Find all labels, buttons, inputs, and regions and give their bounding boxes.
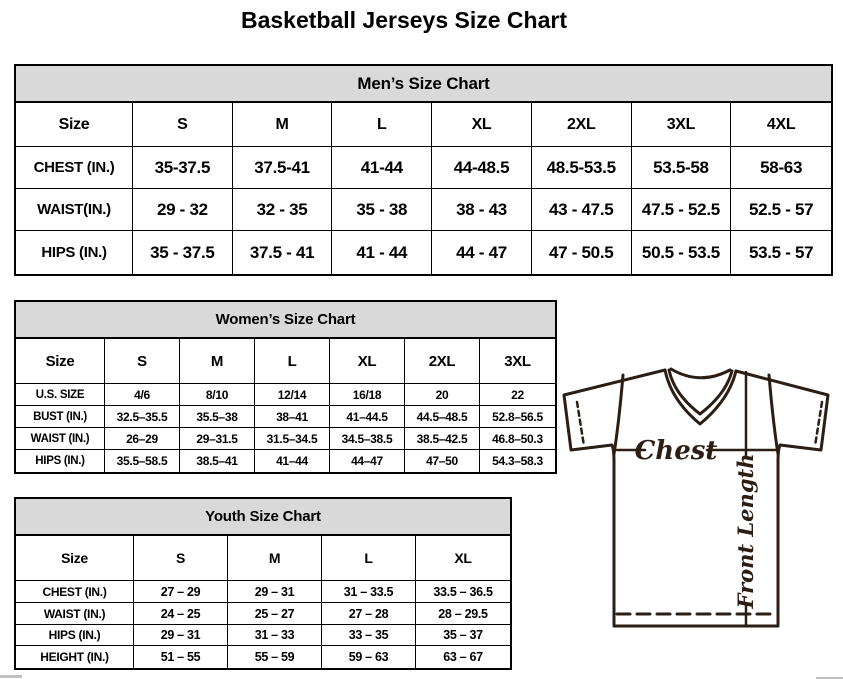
size-column-header: Size	[16, 536, 134, 581]
size-column-header: Size	[16, 103, 133, 147]
table-cell: 32.5–35.5	[105, 406, 180, 428]
table-cell: 58-63	[731, 147, 831, 189]
table-cell: 35 – 37	[416, 625, 510, 646]
table-cell: 47.5 - 52.5	[632, 189, 732, 231]
column-header-xl: XL	[330, 339, 405, 384]
row-label: HIPS (IN.)	[16, 450, 105, 472]
table-cell: 29 - 32	[133, 189, 233, 231]
table-cell: 4/6	[105, 384, 180, 406]
table-cell: 16/18	[330, 384, 405, 406]
womens-size-chart-table	[14, 300, 557, 474]
table-cell: 41–44.5	[330, 406, 405, 428]
table-cell: 37.5 - 41	[233, 231, 333, 274]
table-cell: 31 – 33	[228, 625, 322, 646]
table-cell: 47 - 50.5	[532, 231, 632, 274]
table-cell: 46.8–50.3	[480, 428, 555, 450]
table-cell: 8/10	[180, 384, 255, 406]
table-cell: 38 - 43	[432, 189, 532, 231]
jersey-right-sleeve-seam	[769, 375, 778, 454]
table-cell: 50.5 - 53.5	[632, 231, 732, 274]
table-cell: 38.5–41	[180, 450, 255, 472]
table-cell: 52.5 - 57	[731, 189, 831, 231]
table-cell: 43 - 47.5	[532, 189, 632, 231]
table-cell: 55 – 59	[228, 646, 322, 668]
column-header-l: L	[322, 536, 416, 581]
row-label: HEIGHT (IN.)	[16, 646, 134, 668]
column-header-xl: XL	[416, 536, 510, 581]
table-cell: 53.5 - 57	[748, 242, 814, 262]
table-cell: 34.5–38.5	[330, 428, 405, 450]
row-label: HIPS (IN.)	[16, 231, 133, 274]
table-cell: 41-44	[332, 147, 432, 189]
youth-size-chart-table	[14, 497, 512, 670]
column-header-m: M	[228, 536, 322, 581]
table-cell: 52.8–56.5	[480, 406, 555, 428]
table-cell: 53.5-58	[632, 147, 732, 189]
table-title: Women’s Size Chart	[16, 302, 555, 339]
jersey-left-sleeve-seam	[614, 375, 623, 454]
table-cell: 63 – 67	[443, 650, 483, 664]
table-cell: 35-37.5	[133, 147, 233, 189]
table-cell: 44–47	[330, 450, 405, 472]
table-cell: 31 – 33.5	[322, 581, 416, 603]
table-cell: 29 – 31	[228, 581, 322, 603]
table-title: Men’s Size Chart	[16, 66, 831, 103]
jersey-measurement-diagram	[557, 362, 842, 662]
table-cell: 24 – 25	[134, 603, 228, 625]
table-cell: 54.3–58.3	[492, 454, 543, 468]
table-cell: 12/14	[255, 384, 330, 406]
table-cell: 47–50	[405, 450, 480, 472]
table-cell: 44.5–48.5	[405, 406, 480, 428]
column-header-m: M	[233, 103, 333, 147]
table-cell: 59 – 63	[322, 646, 416, 668]
column-header-s: S	[105, 339, 180, 384]
row-label: CHEST (IN.)	[16, 581, 134, 603]
table-cell: 38.5–42.5	[405, 428, 480, 450]
row-label: CHEST (IN.)	[16, 147, 133, 189]
page-title: Basketball Jerseys Size Chart	[240, 7, 567, 33]
column-header-3xl: 3XL	[632, 103, 732, 147]
table-cell: 29 – 31	[134, 625, 228, 646]
mens-size-chart-table	[14, 64, 833, 276]
jersey-left-cuff-dashed	[577, 402, 584, 446]
row-label: U.S. SIZE	[16, 384, 105, 406]
table-cell: 48.5-53.5	[532, 147, 632, 189]
table-cell: 32 - 35	[233, 189, 333, 231]
column-header-3xl: 3XL	[480, 339, 555, 384]
column-header-xl: XL	[432, 103, 532, 147]
table-cell: 33.5 – 36.5	[416, 581, 510, 603]
column-header-4xl: 4XL	[731, 103, 831, 147]
column-header-m: M	[180, 339, 255, 384]
table-cell: 22	[480, 384, 555, 406]
table-cell: 41 - 44	[332, 231, 432, 274]
jersey-outline	[564, 370, 828, 626]
jersey-collar-back	[671, 369, 730, 378]
column-header-l: L	[332, 103, 432, 147]
size-column-header: Size	[16, 339, 105, 384]
table-cell: 33 – 35	[322, 625, 416, 646]
table-cell: 35 - 38	[332, 189, 432, 231]
table-cell: 27 – 28	[322, 603, 416, 625]
table-cell: 20	[405, 384, 480, 406]
column-header-2xl: 2XL	[405, 339, 480, 384]
table-cell: 44 - 47	[432, 231, 532, 274]
column-header-s: S	[133, 103, 233, 147]
table-cell: 37.5-41	[233, 147, 333, 189]
scrollbar-button-left[interactable]	[0, 675, 22, 678]
table-cell: 44-48.5	[432, 147, 532, 189]
table-cell: 35.5–38	[180, 406, 255, 428]
table-cell: 41–44	[255, 450, 330, 472]
front-length-label: Front Length	[733, 453, 758, 609]
row-label: WAIST(IN.)	[16, 189, 133, 231]
row-label: HIPS (IN.)	[16, 625, 134, 646]
table-cell: 27 – 29	[134, 581, 228, 603]
column-header-2xl: 2XL	[532, 103, 632, 147]
row-label: BUST (IN.)	[16, 406, 105, 428]
row-label: WAIST (IN.)	[16, 428, 105, 450]
table-cell: 25 – 27	[228, 603, 322, 625]
table-cell: 35 - 37.5	[133, 231, 233, 274]
row-label: WAIST (IN.)	[16, 603, 134, 625]
chest-label: Chest	[634, 436, 718, 466]
table-cell: 28 – 29.5	[416, 603, 510, 625]
table-cell: 31.5–34.5	[255, 428, 330, 450]
column-header-s: S	[134, 536, 228, 581]
table-cell: 26–29	[105, 428, 180, 450]
table-cell: 35.5–58.5	[105, 450, 180, 472]
table-title: Youth Size Chart	[16, 499, 510, 536]
table-cell: 29–31.5	[180, 428, 255, 450]
column-header-l: L	[255, 339, 330, 384]
table-cell: 38–41	[255, 406, 330, 428]
table-cell: 51 – 55	[134, 646, 228, 668]
